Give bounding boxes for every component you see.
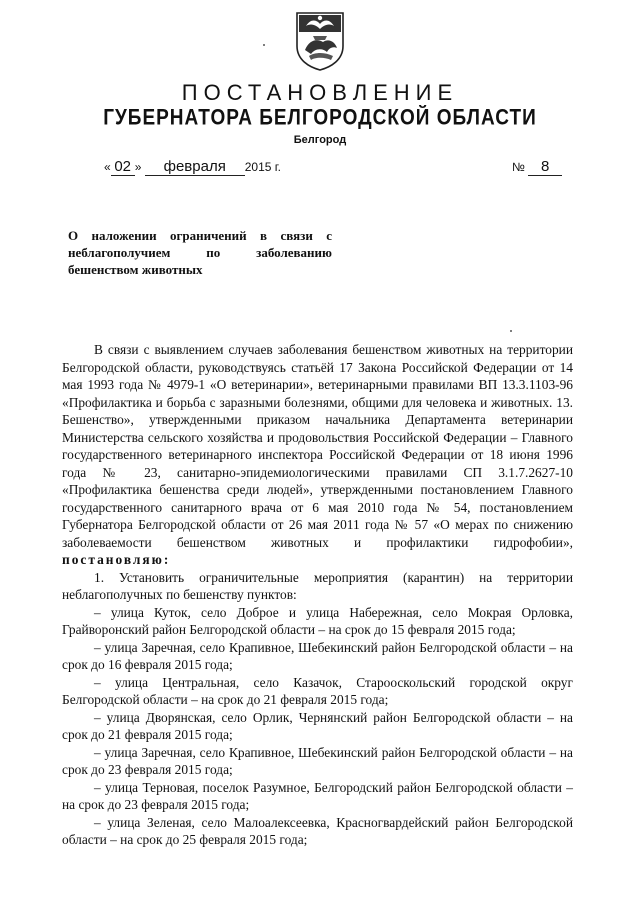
- date-year: 2015: [244, 160, 272, 174]
- document-title: ПОСТАНОВЛЕНИЕ: [181, 80, 459, 105]
- date-day: 02: [111, 158, 135, 176]
- list-item: – улица Заречная, село Крапивное, Шебекинский район Белгородской области – на срок до 16 февраля 2015 года;: [62, 639, 573, 672]
- list-item: – улица Куток, село Доброе и улица Набережная, село Мокрая Орловка, Грайворонский район Белгородской области – на срок до 15 февраля 2015 года;: [62, 604, 573, 637]
- subject-line: бешенством животных: [68, 262, 203, 277]
- coat-of-arms-emblem: [293, 10, 347, 72]
- list-item: – улица Заречная, село Крапивное, Шебекинский район Белгородской области – на срок до 23 февраля 2015 года;: [62, 744, 573, 777]
- scan-speck: [510, 330, 512, 332]
- document-issuer: ГУБЕРНАТОРА БЕЛГОРОДСКОЙ ОБЛАСТИ: [103, 106, 537, 131]
- subject-line: О наложении ограничений в связи с: [68, 228, 332, 243]
- document-city: Белгород: [293, 134, 347, 146]
- subject-line: неблагополучием по заболеванию: [68, 245, 332, 260]
- preamble-paragraph: В связи с выявлением случаев заболевания бешенством животных на территории Белгородской области, руководствуясь статьёй 17 Закона Российской Федерации от 14 мая 1993 года № 4979-1 «О ветеринарии», ветеринарными правилами ВП 13.3.1103-96 «Профилактика и борьба с заразными болезнями, общими для человека и животных. 13. Бешенство», утвержденными приказом начальника Департамента ветеринарии Министерства сельского хозяйства и продовольствия Российской Федерации – Главного государственного ветеринарного инспектора Российской Федерации от 18 июня 1996 года № 23, санитарно-эпидемиологическими правилами СП 3.1.7.2627-10 «Профилактика бешенства среди людей», утвержденными постановлением Главного государственного санитарного врача от 6 мая 2010 года № 54, постановлением Губернатора Белгородской области от 26 мая 2011 года № 57 «О мерах по снижению заболеваемости бешенством животных и профилактики гидрофобии», постановляю:: [62, 342, 573, 567]
- resolve-word: постановляю:: [62, 552, 171, 567]
- number-value: 8: [528, 158, 562, 176]
- list-item: – улица Центральная, село Казачок, Старооскольский городской округ Белгородской области – на срок до 21 февраля 2015 года;: [62, 674, 573, 707]
- document-body: [62, 341, 573, 849]
- document-date: « 02 » февраля 2015 г.: [104, 158, 282, 175]
- list-item: – улица Дворянская, село Орлик, Чернянский район Белгородской области – на срок до 21 февраля 2015 года;: [62, 709, 573, 742]
- scan-speck: [263, 44, 265, 46]
- document-number: № 8: [512, 158, 562, 176]
- list-item: – улица Терновая, поселок Разумное, Белгородский район Белгородской области – на срок до 23 февраля 2015 года;: [62, 779, 573, 812]
- item-1: 1. Установить ограничительные мероприятия (карантин) на территории неблагополучных по бешенству пунктов:: [62, 569, 573, 602]
- document-subject: [68, 227, 332, 278]
- list-item: – улица Зеленая, село Малоалексеевка, Красногвардейский район Белгородской области – на срок до 25 февраля 2015 года;: [62, 814, 573, 847]
- date-month: февраля: [145, 158, 245, 176]
